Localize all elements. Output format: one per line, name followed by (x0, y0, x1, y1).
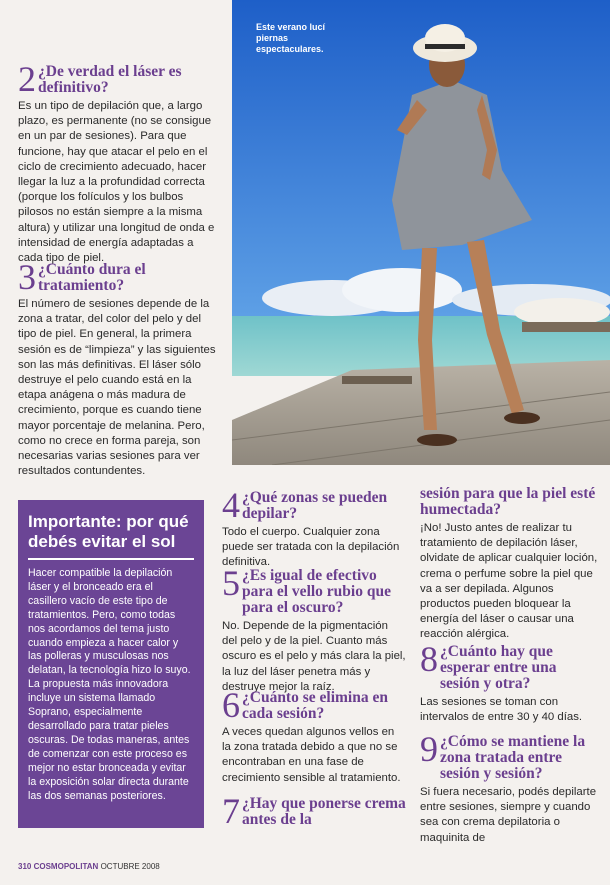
question-title: sesión para que la piel esté humectada? (420, 485, 596, 518)
question-title: ¿Qué zonas se pueden depilar? (242, 489, 388, 522)
page-number: 310 (18, 862, 32, 871)
question-3 (18, 257, 218, 479)
magazine-name: COSMOPOLITAN (33, 862, 99, 871)
question-6 (222, 685, 406, 786)
question-7-continued (420, 486, 600, 643)
question-number: 7 (222, 791, 240, 831)
question-8 (420, 639, 600, 725)
question-body: Es un tipo de depilación que, a largo plazo, es permanente (no se consigue en un par de sesiones). Para que funcione, hay que atacar el pelo en el ciclo de crecimiento adecuado, hacer llegar la luz a la profundidad correcta (porque los folículos y los bulbos pilosos no están siempre a la misma altura) y utilizar una longitud de onda e intensidad de energía adaptadas a cada tipo de piel. (18, 100, 215, 265)
question-number: 3 (18, 257, 36, 297)
question-number: 5 (222, 563, 240, 603)
question-number: 8 (420, 639, 438, 679)
question-body: No. Depende de la pigmentación del pelo y de la piel. Cuanto más oscuro es el pelo y más clara la piel, la luz del láser penetra más y destruye mejor la raíz. (222, 620, 406, 693)
question-title: ¿Cuánto hay que esperar entre una sesión y otra? (440, 643, 557, 692)
question-number: 2 (18, 59, 36, 99)
question-body: Las sesiones se toman con intervalos de entre 30 y 40 días. (420, 696, 583, 724)
question-7 (222, 791, 406, 831)
question-number: 6 (222, 685, 240, 725)
question-title: ¿De verdad el láser es definitivo? (38, 63, 182, 96)
question-2 (18, 59, 218, 266)
sidebar-divider (28, 558, 194, 560)
sidebar-body: Hacer compatible la depilación láser y el bronceado era el casillero vacío de este tipo de tratamientos. Pero, como todas nos acordamos del tema justo cuando empieza a hacer calor y las polleras y musculosas nos delatan, la tecnología hizo lo suyo. La propuesta más innovadora incluye un sistema llamado Soprano, especialmente desarrollado para tratar pieles oscuras. De todas maneras, antes de comenzar con este proceso es mejor no estar bronceada y evitar la exposición solar directa durante las dos semanas posteriores. (28, 567, 191, 802)
sidebar-box (18, 500, 204, 828)
question-5 (222, 563, 406, 695)
question-title: ¿Cuánto dura el tratamiento? (38, 261, 146, 294)
question-number: 9 (420, 729, 438, 769)
photo-caption: Este verano lucí piernas espectaculares. (256, 22, 326, 54)
question-body: A veces quedan algunos vellos en la zona tratada debido a que no se encontraban en una fase de crecimiento sensible al tratamiento. (222, 726, 401, 784)
question-title: ¿Hay que ponerse crema antes de la (242, 795, 406, 828)
question-title: ¿Cómo se mantiene la zona tratada entre sesión y sesión? (440, 733, 586, 782)
question-number: 4 (222, 485, 240, 525)
question-title: ¿Es igual de efectivo para el vello rubio que para el oscuro? (242, 567, 391, 616)
question-9 (420, 729, 600, 846)
question-body: El número de sesiones depende de la zona a tratar, del color del pelo y del tipo de piel. En general, la primera sesión es de “limpieza” y las siguientes son las más definitivas. El láser sólo destruye el pelo cuando está en la etapa anágena o más madura de crecimiento, porque es cuando tiene mayor porcentaje de melanina. Pero, como no crece en forma pareja, son necesarias varias sesiones para ver resultados contundentes. (18, 298, 216, 478)
beach-photo (232, 0, 610, 465)
issue-date: OCTUBRE 2008 (100, 862, 160, 871)
page-footer (18, 862, 160, 871)
question-body: ¡No! Justo antes de realizar tu tratamiento de depilación láser, olvidate de aplicar cualquier loción, crema o perfume sobre la piel que va a ser depilada. Algunos productos pueden bloquear la energía del láser o causar una reacción alérgica. (420, 522, 598, 641)
question-body: Todo el cuerpo. Cualquier zona puede ser tratada con la depilación definitiva. (222, 526, 400, 569)
question-body: Si fuera necesario, podés depilarte entre sesiones, siempre y cuando sea con crema depilatoria o maquinita de (420, 786, 597, 844)
question-title: ¿Cuánto se elimina en cada sesión? (242, 689, 388, 722)
sidebar-title: Importante: por qué debés evitar el sol (28, 512, 189, 551)
question-4 (222, 485, 406, 571)
beach-illustration (232, 0, 610, 465)
